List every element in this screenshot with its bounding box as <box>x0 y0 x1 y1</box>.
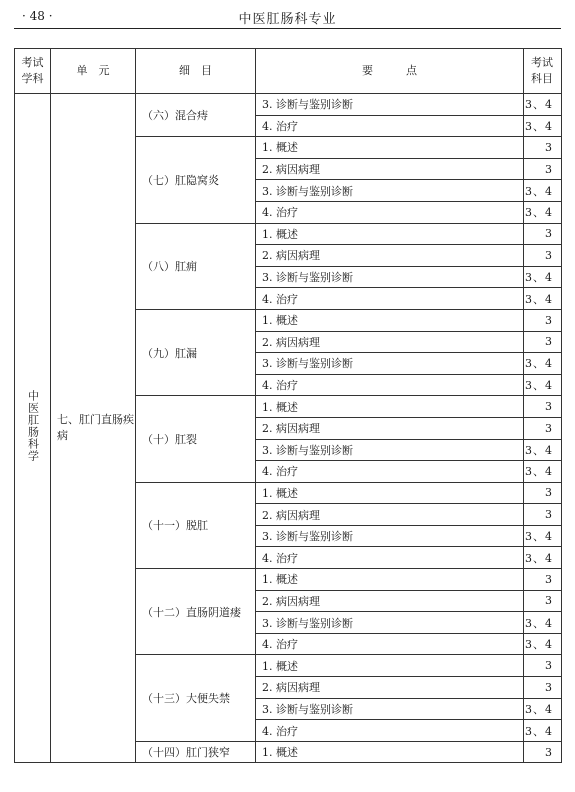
exam-subject-code-cell: 3 <box>524 482 562 504</box>
item-cell: （七）肛隐窝炎 <box>136 137 256 223</box>
point-cell: 3. 诊断与鉴别诊断 <box>256 612 524 634</box>
point-cell: 3. 诊断与鉴别诊断 <box>256 266 524 288</box>
exam-subject-code-cell: 3、4 <box>524 288 562 310</box>
point-cell: 3. 诊断与鉴别诊断 <box>256 525 524 547</box>
exam-subject-code-cell: 3 <box>524 569 562 591</box>
exam-subject-code-cell: 3、4 <box>524 439 562 461</box>
exam-subject-code-cell: 3 <box>524 677 562 699</box>
point-cell: 4. 治疗 <box>256 720 524 742</box>
exam-subject-code-cell: 3 <box>524 590 562 612</box>
exam-subject-code-cell: 3 <box>524 741 562 763</box>
point-cell: 1. 概述 <box>256 137 524 159</box>
exam-subject-code-cell: 3、4 <box>524 266 562 288</box>
exam-subject-code-cell: 3 <box>524 245 562 267</box>
table-row <box>15 94 562 116</box>
exam-subject-code-cell: 3、4 <box>524 525 562 547</box>
exam-subject-code-cell: 3、4 <box>524 461 562 483</box>
exam-subject-code-cell: 3 <box>524 504 562 526</box>
exam-subject-code-cell: 3 <box>524 158 562 180</box>
point-cell: 2. 病因病理 <box>256 677 524 699</box>
exam-subject-code-cell: 3、4 <box>524 115 562 137</box>
col-header-item: 细 目 <box>136 49 256 94</box>
exam-subject-code-cell: 3、4 <box>524 94 562 116</box>
item-cell: （十三）大便失禁 <box>136 655 256 741</box>
point-cell: 1. 概述 <box>256 569 524 591</box>
col-header-subject: 考试 学科 <box>15 49 51 94</box>
subject-label: 中医肛肠科学 <box>26 390 40 463</box>
point-cell: 4. 治疗 <box>256 461 524 483</box>
point-cell: 4. 治疗 <box>256 201 524 223</box>
point-cell: 2. 病因病理 <box>256 331 524 353</box>
col-header-code: 考试 科目 <box>524 49 562 94</box>
point-cell: 1. 概述 <box>256 396 524 418</box>
unit-label: 七、肛门直肠疾病 <box>57 413 134 443</box>
exam-subject-code-cell: 3 <box>524 655 562 677</box>
exam-subject-code-cell: 3、4 <box>524 612 562 634</box>
page-number: · 48 · <box>22 9 53 23</box>
point-cell: 3. 诊断与鉴别诊断 <box>256 439 524 461</box>
point-cell: 4. 治疗 <box>256 547 524 569</box>
header-rule <box>14 28 561 29</box>
item-cell: （十一）脱肛 <box>136 482 256 568</box>
point-cell: 3. 诊断与鉴别诊断 <box>256 94 524 116</box>
table-header-row <box>15 49 562 94</box>
point-cell: 3. 诊断与鉴别诊断 <box>256 353 524 375</box>
item-cell: （八）肛痈 <box>136 223 256 309</box>
exam-subject-code-cell: 3、4 <box>524 547 562 569</box>
point-cell: 2. 病因病理 <box>256 158 524 180</box>
point-cell: 1. 概述 <box>256 741 524 763</box>
exam-subject-code-cell: 3、4 <box>524 374 562 396</box>
point-cell: 2. 病因病理 <box>256 504 524 526</box>
exam-subject-code-cell: 3、4 <box>524 720 562 742</box>
col-header-point: 要 点 <box>256 49 524 94</box>
exam-outline-table <box>14 48 562 763</box>
exam-subject-code-cell: 3、4 <box>524 180 562 202</box>
item-cell: （六）混合痔 <box>136 94 256 137</box>
item-cell: （十）肛裂 <box>136 396 256 482</box>
page-title: 中医肛肠科专业 <box>238 12 337 27</box>
point-cell: 2. 病因病理 <box>256 590 524 612</box>
exam-subject-code-cell: 3 <box>524 331 562 353</box>
point-cell: 3. 诊断与鉴别诊断 <box>256 180 524 202</box>
exam-subject-code-cell: 3、4 <box>524 633 562 655</box>
exam-subject-code-cell: 3 <box>524 396 562 418</box>
item-cell: （十四）肛门狭窄 <box>136 741 256 763</box>
point-cell: 4. 治疗 <box>256 374 524 396</box>
point-cell: 1. 概述 <box>256 309 524 331</box>
item-cell: （九）肛漏 <box>136 309 256 395</box>
col-header-unit: 单 元 <box>51 49 136 94</box>
point-cell: 3. 诊断与鉴别诊断 <box>256 698 524 720</box>
exam-subject-code-cell: 3、4 <box>524 353 562 375</box>
exam-subject-code-cell: 3、4 <box>524 698 562 720</box>
exam-subject-code-cell: 3 <box>524 309 562 331</box>
point-cell: 2. 病因病理 <box>256 245 524 267</box>
point-cell: 2. 病因病理 <box>256 417 524 439</box>
unit-cell <box>51 94 136 763</box>
point-cell: 1. 概述 <box>256 482 524 504</box>
point-cell: 1. 概述 <box>256 655 524 677</box>
point-cell: 4. 治疗 <box>256 115 524 137</box>
exam-subject-code-cell: 3 <box>524 417 562 439</box>
exam-subject-code-cell: 3 <box>524 137 562 159</box>
exam-subject-code-cell: 3、4 <box>524 201 562 223</box>
table-body <box>15 94 562 763</box>
subject-cell <box>15 94 51 763</box>
point-cell: 4. 治疗 <box>256 633 524 655</box>
point-cell: 4. 治疗 <box>256 288 524 310</box>
page-header <box>14 6 561 28</box>
item-cell: （十二）直肠阴道瘘 <box>136 569 256 655</box>
exam-subject-code-cell: 3 <box>524 223 562 245</box>
point-cell: 1. 概述 <box>256 223 524 245</box>
